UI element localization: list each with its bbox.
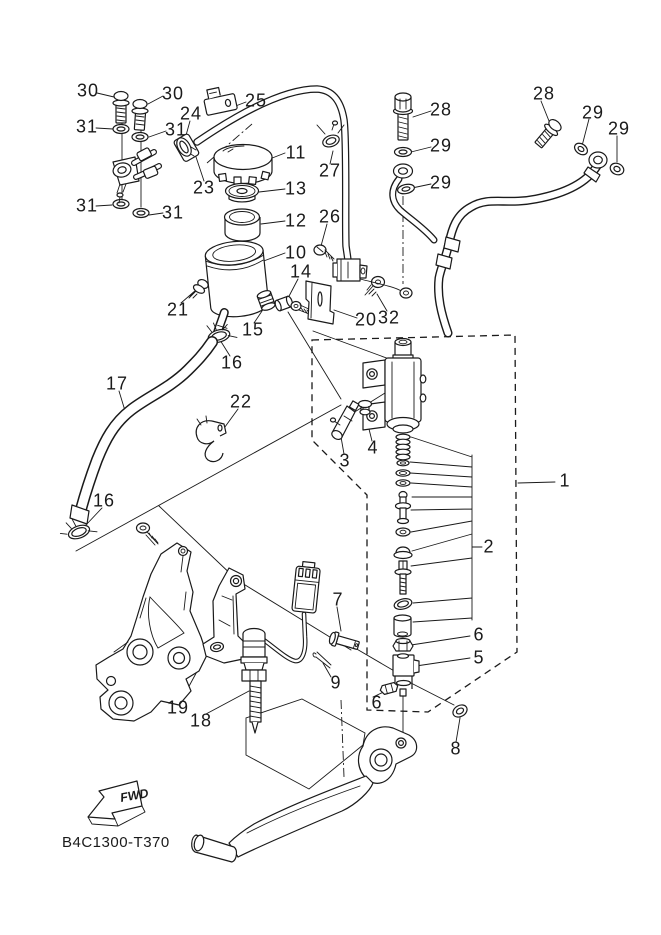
fwd-label: FWD [119, 786, 150, 805]
part-number-label: 4 [367, 437, 379, 458]
part-number-label: 22 [229, 391, 253, 412]
part-number-label: 26 [318, 206, 342, 227]
reservoir-group [204, 145, 272, 345]
rear-hose-group [393, 93, 626, 333]
part-number-label: 28 [429, 99, 453, 120]
diagram-code: B4C1300-T370 [62, 834, 170, 851]
footrest-bracket [96, 543, 207, 721]
part-number-label: 13 [284, 178, 308, 199]
hose-17 [57, 342, 226, 544]
part-number-label: 10 [284, 242, 308, 263]
detail-panel [246, 699, 365, 789]
part-number-label: 21 [166, 299, 190, 320]
part-number-label: 24 [179, 103, 203, 124]
part-number-label: 27 [318, 160, 342, 181]
part-number-label: 30 [161, 83, 185, 104]
part-number-label: 16 [92, 490, 116, 511]
part-number-label: 31 [164, 119, 188, 140]
part-number-label: 29 [581, 102, 605, 123]
part-number-label: 8 [450, 738, 462, 759]
part-number-label: 31 [75, 116, 99, 137]
part-number-label: 18 [189, 710, 213, 731]
part-number-label: 2 [483, 536, 495, 557]
part-number-label: 32 [377, 307, 401, 328]
part-number-label: 7 [332, 589, 344, 610]
master-cylinder-group [330, 339, 469, 720]
part-number-label: 29 [429, 172, 453, 193]
brake-pedal [192, 727, 417, 862]
part-number-label: 16 [220, 352, 244, 373]
part-number-label: 6 [371, 692, 383, 713]
part-number-label: 31 [161, 202, 185, 223]
part-number-label: 12 [284, 210, 308, 231]
part-number-label: 14 [289, 261, 313, 282]
part-number-label: 1 [559, 470, 571, 491]
part-number-label: 29 [429, 135, 453, 156]
part-number-label: 5 [473, 647, 485, 668]
part-number-label: 29 [607, 118, 631, 139]
part-number-label: 3 [339, 450, 351, 471]
part-number-label: 19 [166, 697, 190, 718]
part-number-label: 31 [75, 195, 99, 216]
part-number-label: 17 [105, 373, 129, 394]
part-number-label: 11 [285, 142, 307, 163]
part-number-label: 15 [241, 319, 265, 340]
part-number-label: 9 [330, 672, 342, 693]
part-number-label: 20 [354, 309, 378, 330]
fwd-badge [88, 781, 150, 826]
part-number-label: 25 [244, 90, 268, 111]
part-number-label: 6 [473, 624, 485, 645]
part-number-label: 30 [76, 80, 100, 101]
part-number-label: 23 [192, 177, 216, 198]
part-number-label: 28 [532, 83, 556, 104]
